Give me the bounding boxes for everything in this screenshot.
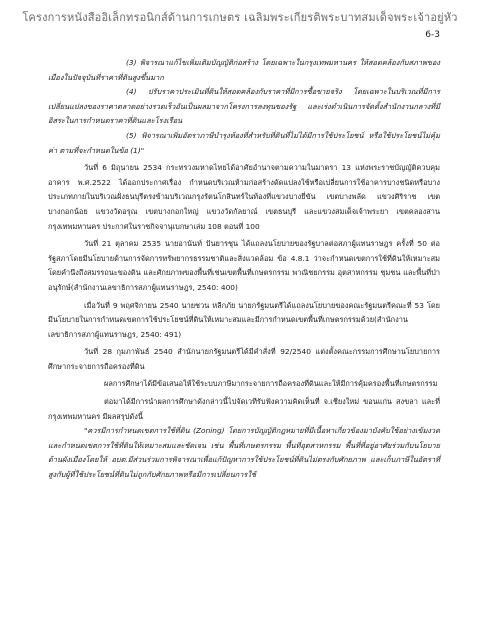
paragraph-item-5: (5) พิจารณาเพิ่มอัตราภาษีบำรุงท้องที่สำหรับที่ดินที่ไม่ได้มีการใช้ประโยชน์ หรือใช้ประโยชน์ไม่คุ้มค่า ตามที่จะกำหนดในข้อ (1)" xyxy=(48,130,440,155)
paragraph-public-hearing: ต่อมาได้มีการนำผลการศึกษาดังกล่าวนี้ไปจัดเวทีรับฟังความคิดเห็นที่ จ.เชียงใหม่ ขอนแก่น สงขลา และที่กรุงเทพมหานคร มีผลสรุปดังนี้ xyxy=(48,397,440,421)
paragraph-ministry-announcement: วันที่ 6 มิถุนายน 2534 กระทรวงมหาดไทยได้อาศัยอำนาจตามความในมาตรา 13 แห่งพระราชบัญญัติควบคุมอาคาร พ.ศ.2522 ได้ออกประกาศเรื่อง กำหนดบริเวณห้ามก่อสร้างดัดแปลงใช้หรือเปลี่ยนการใช้อาคารบางชนิดหรือบางประเภทภายในบริเวณฝั่งธนบุรีตรงข้ามบริเวณกรุงรัตนโกสินทร์ในท้องที่แขวงบางยี่ขัน เขตบางพลัด แขวงศิริราช เขตบางกอกน้อย แขวงวัดอรุณ เขตบางกอกใหญ่ แขวงวัดกัลยาณ์ เขตธนบุรี และแขวงสมเด็จเจ้าพระยา เขตคลองสาน กรุงเทพมหานคร ประกาศในราชกิจจานุเบกษาเล่ม 108 ตอนที่ 100 xyxy=(48,163,440,231)
paragraph-committee-order: วันที่ 28 กุมภาพันธ์ 2540 สำนักนายกรัฐมนตรีได้มีคำสั่งที่ 92/2540 แต่งตั้งคณะกรรมการศึกษานโยบายการศึกษากระจายการถือครองที่ดิน xyxy=(48,347,440,371)
page-number: 6-3 xyxy=(425,30,440,40)
paragraph-chuan-policy: เมื่อวันที่ 9 พฤศจิกายน 2540 นายชวน หลีกภัย นายกรัฐมนตรีได้แถลงนโยบายของคณะรัฐมนตรีคณะที่ 53 โดยมีนโยบายในการกำหนดเขตการใช้ประโยชน์ที่ดินให้เหมาะสมและมีการกำหนดเขตพื้นที่เกษตรกรรมด้วย(สำนักงานเลขาธิการสภาผู้แทนราษฎร, 2540: 491) xyxy=(48,300,440,339)
paragraph-anand-policy: วันที่ 21 ตุลาคม 2535 นายอานันท์ ปันยารชุน ได้แถลงนโยบายของรัฐบาลต่อสภาผู้แทนราษฎร ครั้งที่ 50 ต่อรัฐสภาโดยมีนโยบายด้านการจัดการทรัพยากรธรรมชาติและสิ่งแวดล้อม ข้อ 4.8.1 ว่าจะกำหนดเขตการใช้ที่ดินให้เหมาะสมโดยคำนึงถึงสมรรถนะของดิน และศักยภาพของพื้นที่เช่นเขตพื้นที่เกษตรกรรม พาณิชยกรรม อุตสาหกรรม ชุมชน และพื้นที่ป่าอนุรักษ์(สำนักงานเลขาธิการสภาผู้แทนราษฎร, 2540: 400) xyxy=(48,239,440,292)
paragraph-item-4: (4) ปรับราคาประเมินที่ดินให้สอดคล้องกับราคาที่มีการซื้อขายจริง โดยเฉพาะในบริเวณที่มีการเปลี่ยนแปลงของราคาตลาดอย่างรวดเร็วอันเป็นผลมาจากโครงการลงทุนของรัฐ และเร่งดำเนินการจัดตั้งสำนักงานกลางที่มีอิสระในการกำหนดราคาที่ดินและโรงเรือน xyxy=(48,87,440,126)
paragraph-item-3: (3) พิจารณาแก้ไขเพิ่มเติมบัญญัติก่อสร้าง โดยเฉพาะในกรุงเทพมหานคร ให้สอดคล้องกับสภาพของเมืองในปัจจุบันที่ราคาที่ดินสูงขึ้นมาก xyxy=(48,58,440,82)
body-text xyxy=(48,56,440,483)
paragraph-zoning-quote: "ควรมีการกำหนดเขตการใช้ที่ดิน (Zoning) โดยการบัญญัติกฎหมายที่มีเนื้อหาเกี่ยวข้องมาบังคับใช้อย่างเข้มงวดและกำหนดเขตการใช้ที่ดินให้เหมาะสมและชัดเจน เช่น พื้นที่เกษตรกรรม พื้นที่อุตสาหกรรม พื้นที่ที่อยู่อาศัยร่วมกับนโยบายด้านผังเมืองโดยให้ อบต.มีส่วนร่วมการพิจารณาเพื่อแก้ปัญหาการใช้ประโยชน์ที่ดินไม่ตรงกับศักยภาพ และเก็บภาษีในอัตราที่สูงกับผู้ที่ใช้ประโยชน์ที่ดินไม่ถูกกับศักยภาพหรือมีการเปลี่ยนการใช้ xyxy=(48,426,440,480)
paragraph-study-result: ผลการศึกษาได้มีข้อเสนอให้ใช้ระบบภาษีมากระจายการถือครองที่ดินและให้มีการคุ้มครองพื้นที่เกษตรกรรม xyxy=(104,379,438,389)
running-header: โครงการหนังสืออิเล็กทรอนิกส์ด้านการเกษตร เฉลิมพระเกียรติพระบาทสมเด็จพระเจ้าอยู่หัว xyxy=(22,11,458,24)
